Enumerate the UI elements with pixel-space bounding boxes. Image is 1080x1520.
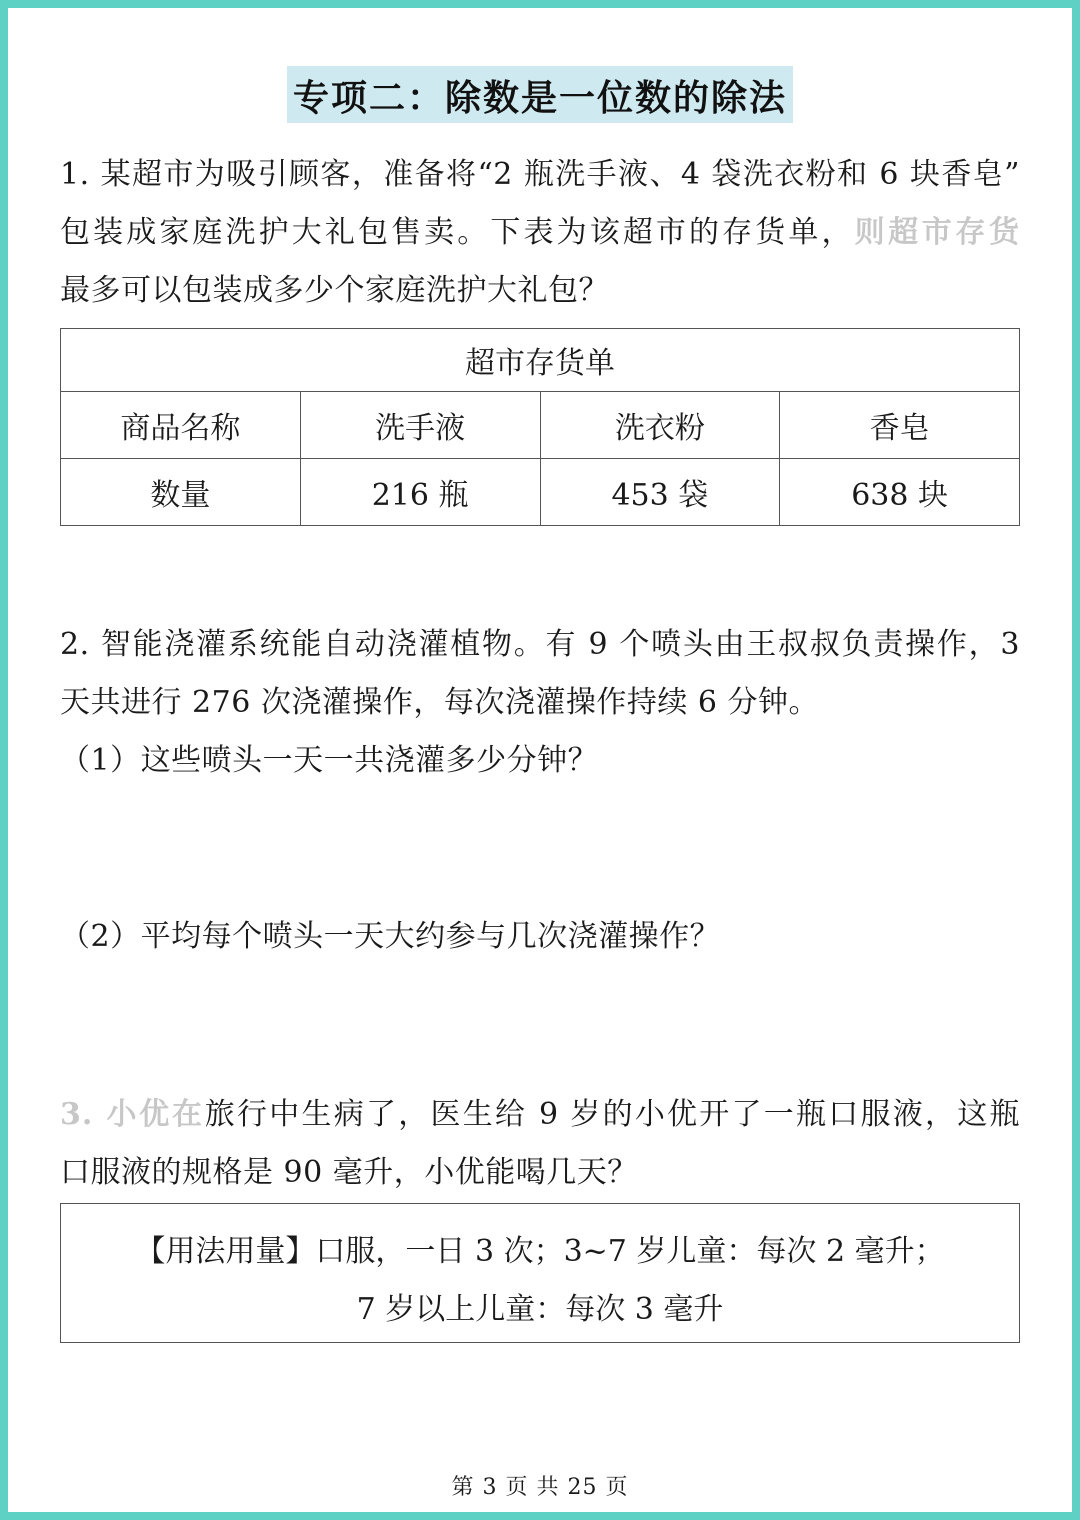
table-header-cell: 洗手液 (300, 392, 540, 459)
q3-line-1-text: 旅行中生病了，医生给 9 岁的小优开了一瓶口服液，这瓶 (204, 1097, 1020, 1132)
q2-sub-question-2-wrap (60, 908, 1020, 966)
q1-line-1: 1. 某超市为吸引顾客，准备将“2 瓶洗手液、4 袋洗衣粉和 6 块香皂” (60, 157, 1020, 192)
table-cell: 453 袋 (540, 459, 780, 526)
q3-line-1-watermark-text: 3. 小优在 (60, 1097, 205, 1132)
q1-line-2-watermark-text: 则超市存货 (854, 215, 1021, 250)
table-header-cell: 商品名称 (61, 392, 301, 459)
q2-line-1: 2. 智能浇灌系统能自动浇灌植物。有 9 个喷头由王叔叔负责操作，3 (60, 627, 1020, 662)
title-wrap (8, 66, 1072, 123)
inventory-table-caption: 超市存货单 (61, 329, 1020, 392)
table-header-cell: 香皂 (780, 392, 1020, 459)
q2-sub-question-1: （1）这些喷头一天一共浇灌多少分钟？ (60, 743, 599, 778)
table-cell: 数量 (61, 459, 301, 526)
inventory-table (60, 328, 1020, 526)
usage-dosage-box (60, 1203, 1020, 1343)
q1-line-3: 最多可以包装成多少个家庭洗护大礼包？ (60, 273, 609, 308)
usage-line-1: 【用法用量】口服，一日 3 次；3~7 岁儿童：每次 2 毫升； (135, 1234, 945, 1269)
question-2 (60, 616, 1020, 790)
page-title: 专项二：除数是一位数的除法 (287, 66, 793, 123)
q3-line-2: 口服液的规格是 90 毫升，小优能喝几天？ (60, 1155, 638, 1190)
usage-line-2: 7 岁以上儿童：每次 3 毫升 (356, 1292, 724, 1327)
q1-line-2 (60, 204, 1020, 262)
table-cell: 638 块 (780, 459, 1020, 526)
q2-sub-question-2: （2）平均每个喷头一天大约参与几次浇灌操作？ (60, 919, 721, 954)
q2-line-2: 天共进行 276 次浇灌操作，每次浇灌操作持续 6 分钟。 (60, 685, 819, 720)
table-cell: 216 瓶 (300, 459, 540, 526)
table-header-cell: 洗衣粉 (540, 392, 780, 459)
worksheet-page (8, 8, 1072, 1512)
q1-line-2-text: 包装成家庭洗护大礼包售卖。下表为该超市的存货单， (60, 215, 855, 250)
question-1 (60, 146, 1020, 320)
question-3 (60, 1086, 1020, 1202)
page-footer: 第 3 页 共 25 页 (451, 1475, 629, 1500)
q3-line-1 (60, 1086, 1020, 1144)
